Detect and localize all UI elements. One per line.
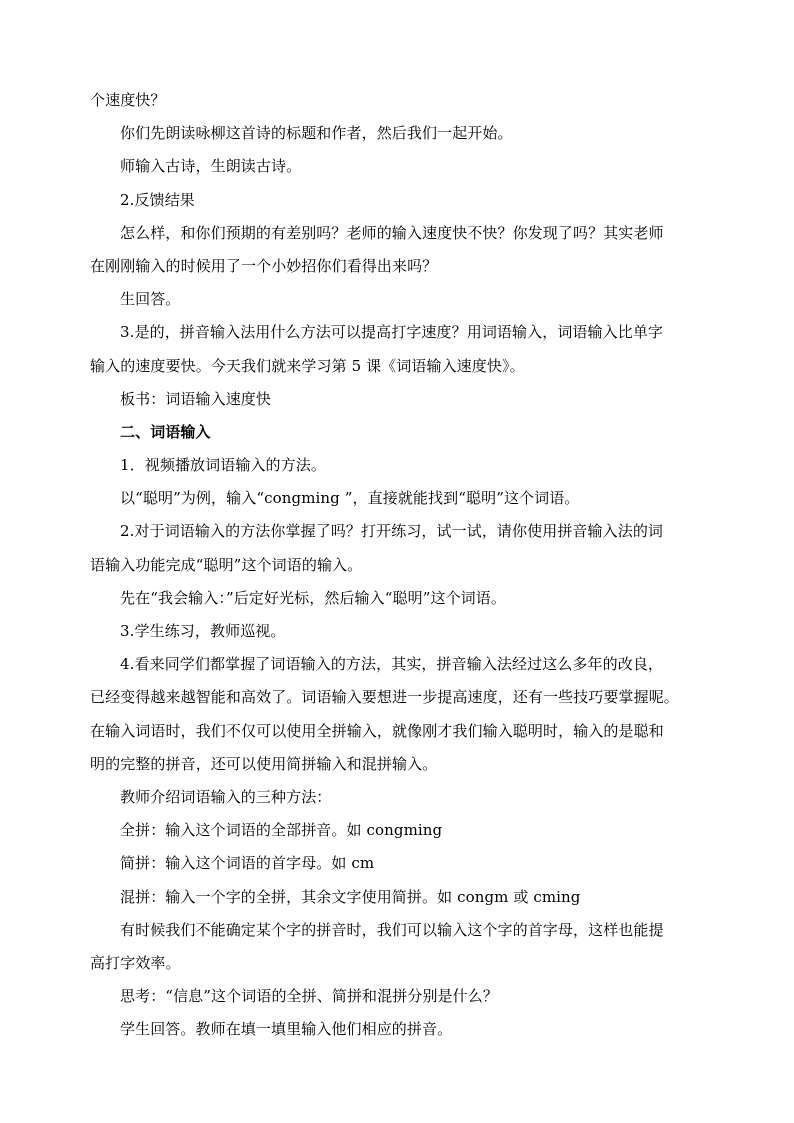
text-line: 你们先朗读咏柳这首诗的标题和作者，然后我们一起开始。 [120, 124, 513, 143]
text-line: 1．视频播放词语输入的方法。 [120, 456, 326, 475]
text-line: 生回答。 [120, 290, 181, 309]
text-line: 2.对于词语输入的方法你掌握了吗？打开练习，试一试，请你使用拼音输入法的词 [120, 522, 664, 541]
section-heading: 二、词语输入 [120, 422, 211, 441]
text-line: 板书：词语输入速度快 [120, 389, 272, 408]
text-line: 教师介绍词语输入的三种方法： [120, 787, 332, 806]
text-line: 简拼：输入这个词语的首字母。如 cm [120, 854, 375, 873]
text-line: 先在“我会输入：”后定好光标，然后输入“聪明”这个词语。 [120, 588, 506, 607]
text-line: 混拼：输入一个字的全拼，其余文字使用简拼。如 congm 或 cming [120, 887, 581, 906]
text-line: 语输入功能完成“聪明”这个词语的输入。 [90, 555, 363, 574]
text-line: 3.学生练习，教师巡视。 [120, 622, 286, 640]
text-line: 4.看来同学们都掌握了词语输入的方法，其实，拼音输入法经过这么多年的改良， [120, 655, 664, 674]
text-line: 明的完整的拼音，还可以使用简拼输入和混拼输入。 [90, 754, 438, 773]
text-line: 思考：“信息”这个词语的全拼、简拼和混拼分别是什么？ [120, 987, 498, 1006]
text-line: 已经变得越来越智能和高效了。词语输入要想进一步提高速度，还有一些技巧要掌握呢。 [90, 688, 679, 707]
text-line: 有时候我们不能确定某个字的拼音时，我们可以输入这个字的首字母，这样也能提 [120, 920, 664, 939]
text-line: 输入的速度要快。今天我们就来学习第 5 课《词语输入速度快》。 [90, 356, 525, 375]
text-line: 全拼：输入这个词语的全部拼音。如 congming [120, 821, 443, 840]
text-line: 师输入古诗，生朗读古诗。 [120, 157, 302, 176]
text-line: 以“聪明”为例，输入“congming ”，直接就能找到“聪明”这个词语。 [120, 489, 580, 508]
text-line: 在输入词语时，我们不仅可以使用全拼输入，就像刚才我们输入聪明时，输入的是聪和 [90, 721, 664, 740]
text-line: 怎么样，和你们预期的有差别吗？老师的输入速度快不快？你发现了吗？其实老师 [120, 223, 664, 242]
text-line: 3.是的，拼音输入法用什么方法可以提高打字速度？用词语输入，词语输入比单字 [120, 323, 664, 342]
text-line: 学生回答。教师在填一填里输入他们相应的拼音。 [120, 1020, 453, 1039]
text-line: 在刚刚输入的时候用了一个小妙招你们看得出来吗？ [90, 256, 438, 275]
text-line: 个速度快？ [90, 91, 166, 109]
document-body [90, 84, 710, 1046]
text-line: 高打字效率。 [90, 953, 181, 972]
subheading: 2.反馈结果 [120, 190, 195, 209]
